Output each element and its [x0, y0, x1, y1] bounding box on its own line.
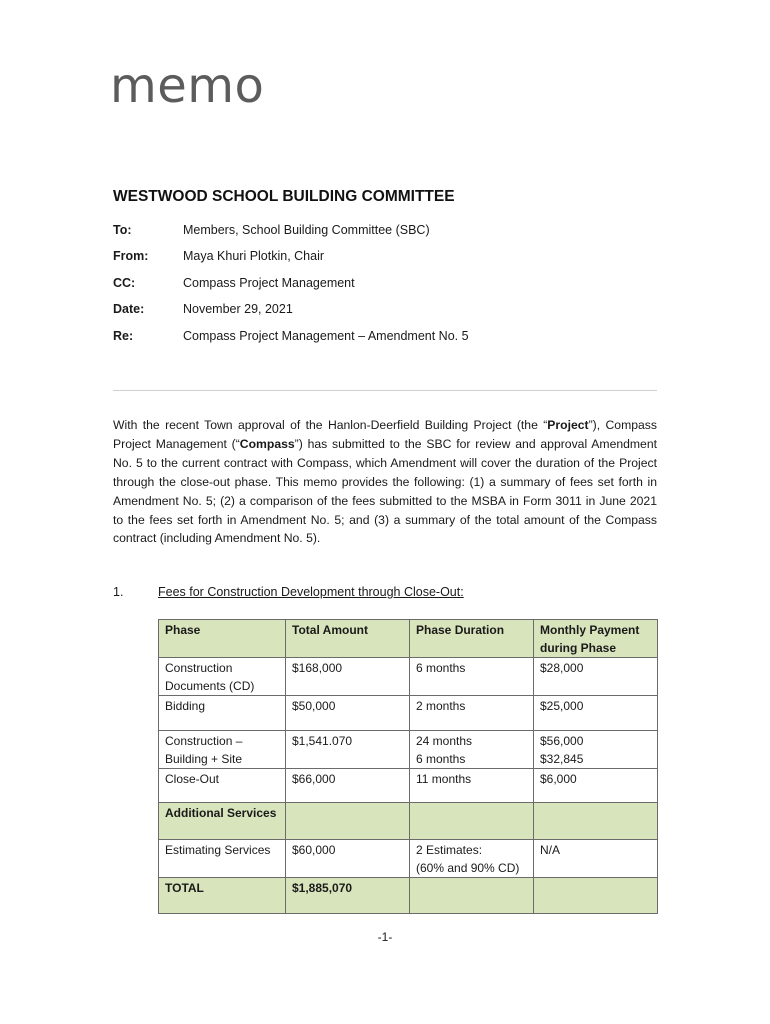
cell-amount: $50,000 [286, 696, 410, 731]
table-row [159, 840, 658, 878]
cell-duration: 11 months [410, 769, 534, 803]
section-number: 1. [113, 585, 124, 599]
duration-line: (60% and 90% CD) [416, 860, 520, 875]
cell-duration [410, 840, 534, 878]
cell-duration [410, 731, 534, 769]
table-row [159, 769, 658, 803]
cell-phase: Close-Out [159, 769, 286, 803]
cell-phase: Construction Documents (CD) [159, 658, 286, 696]
cell-monthly [534, 731, 658, 769]
cell-phase: Construction – Building + Site [159, 731, 286, 769]
header-value: Compass Project Management [183, 276, 355, 290]
header-label: From: [113, 249, 149, 263]
header-cell: Phase Duration [410, 620, 534, 658]
cell-empty [286, 803, 410, 840]
cell-empty [534, 878, 658, 914]
divider [113, 390, 657, 391]
fees-table [158, 619, 658, 914]
body-text: ”), Compass Project Management (“ [113, 418, 657, 451]
header-label: CC: [113, 276, 136, 290]
cell-amount: $168,000 [286, 658, 410, 696]
table-row [159, 696, 658, 731]
total-row [159, 878, 658, 914]
header-label: Re: [113, 329, 134, 343]
header-cell: Phase [159, 620, 286, 658]
cell-monthly: $25,000 [534, 696, 658, 731]
header-value: Compass Project Management – Amendment No. 5 [183, 329, 469, 343]
cell-total-label: TOTAL [159, 878, 286, 914]
cell-amount: $66,000 [286, 769, 410, 803]
duration-line: 2 Estimates: [416, 843, 483, 857]
duration-line: 6 months [416, 751, 466, 766]
duration-line: 24 months [416, 734, 473, 748]
additional-services-row [159, 803, 658, 840]
cell-phase: Bidding [159, 696, 286, 731]
committee-title: WESTWOOD SCHOOL BUILDING COMMITTEE [113, 188, 455, 205]
header-label: To: [113, 223, 132, 237]
cell-empty [534, 803, 658, 840]
header-label: Date: [113, 302, 145, 316]
header-value: November 29, 2021 [183, 302, 293, 316]
header-value: Maya Khuri Plotkin, Chair [183, 249, 325, 263]
page-number: -1- [377, 930, 393, 944]
body-bold-compass: Compass [239, 436, 295, 451]
intro-paragraph [113, 416, 657, 548]
cell-monthly: N/A [534, 840, 658, 878]
table-header-row [159, 620, 658, 658]
cell-monthly: $28,000 [534, 658, 658, 696]
table-row [159, 658, 658, 696]
cell-duration: 6 months [410, 658, 534, 696]
cell-empty [410, 878, 534, 914]
cell-additional-label: Additional Services [159, 803, 286, 840]
body-text: With the recent Town approval of the Hanlon-Deerfield Building Project (the “ [113, 418, 548, 432]
header-value: Members, School Building Committee (SBC) [183, 223, 430, 237]
cell-phase: Estimating Services [159, 840, 286, 878]
cell-total-amount: $1,885,070 [286, 878, 410, 914]
cell-duration: 2 months [410, 696, 534, 731]
cell-empty [410, 803, 534, 840]
cell-amount: $60,000 [286, 840, 410, 878]
memo-logo: memo [110, 58, 265, 114]
cell-amount: $1,541.070 [286, 731, 410, 769]
monthly-line: $32,845 [540, 751, 584, 766]
monthly-line: $56,000 [540, 734, 584, 748]
table-row [159, 731, 658, 769]
body-bold-project: Project [547, 418, 589, 432]
cell-monthly: $6,000 [534, 769, 658, 803]
header-cell: Monthly Payment during Phase [534, 620, 658, 658]
body-text: ”) has submitted to the SBC for review and approval Amendment No. 5 to the current contract with Compass, which Amendment will cover the duration of the Project through the close-out phase. This memo provides the following: (1) a summary of fees set forth in Amendment No. 5; (2) a comparison of the fees submitted to the MSBA in Form 3011 in June 2021 to the fees set forth in Amendment No. 5; and (3) a summary of the total amount of the Compass contract (including Amendment No. 5). [113, 436, 657, 546]
header-cell: Total Amount [286, 620, 410, 658]
section-title: Fees for Construction Development through Close-Out: [158, 585, 464, 599]
